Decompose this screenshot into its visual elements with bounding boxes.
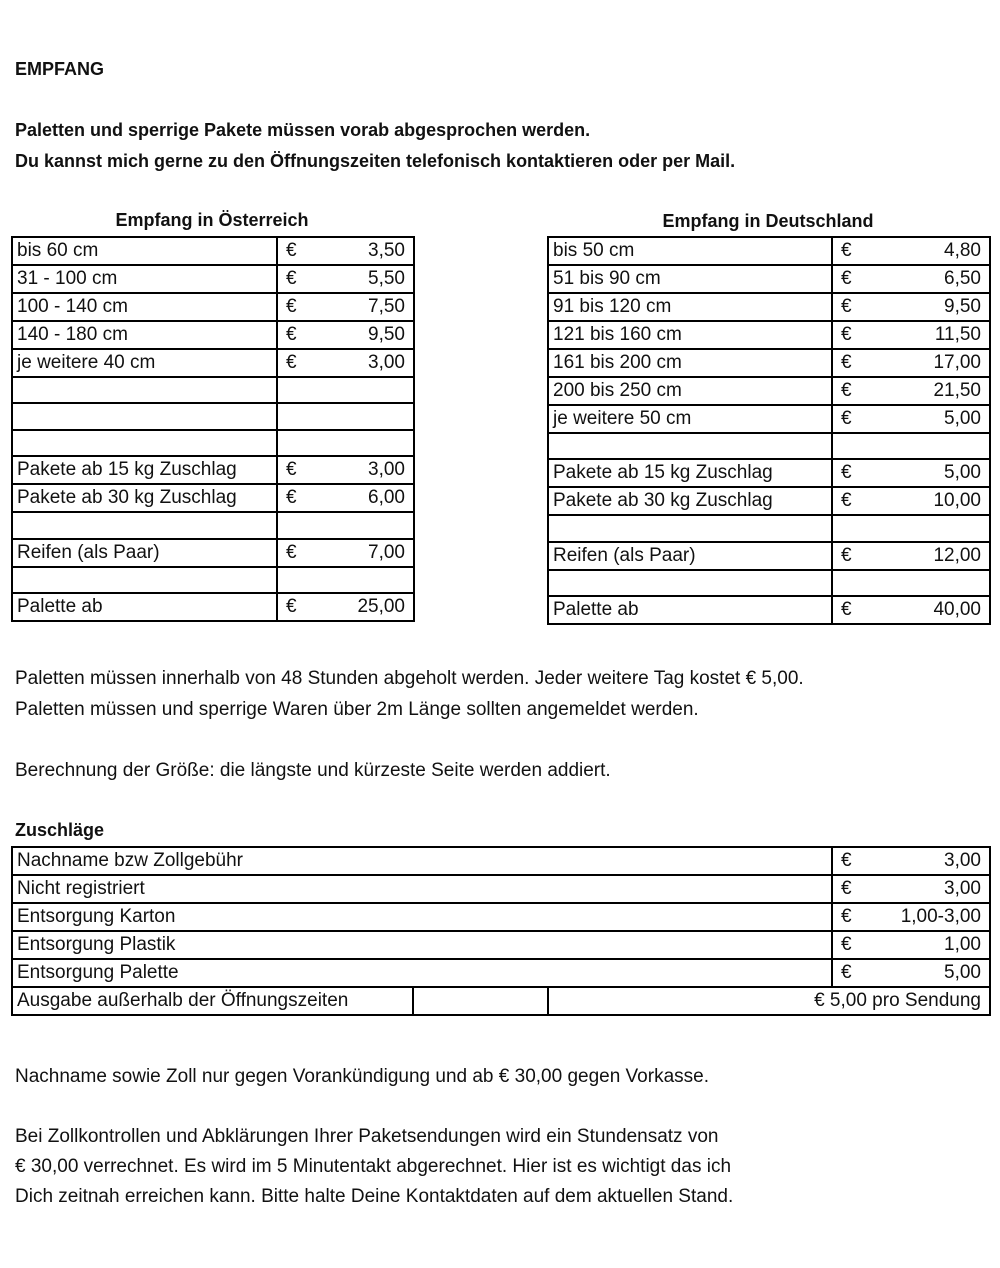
currency-symbol: € [841, 324, 852, 345]
price-label: Pakete ab 30 kg Zuschlag [548, 487, 832, 515]
price-amount-cell [277, 567, 414, 593]
currency-symbol: € [286, 324, 297, 345]
table-row [548, 487, 990, 515]
price-amount-cell [832, 515, 990, 541]
price-label [548, 433, 832, 459]
currency-symbol: € [841, 462, 852, 484]
surcharge-label: Entsorgung Karton [12, 903, 832, 931]
table-row [12, 959, 990, 987]
price-value: 5,50 [368, 268, 405, 289]
intro-line-1: Paletten und sperrige Pakete müssen vorab abgesprochen werden. [15, 120, 591, 140]
currency-symbol: € [286, 459, 297, 481]
price-amount-cell [277, 593, 414, 621]
currency-symbol: € [841, 906, 852, 927]
table-row [12, 903, 990, 931]
price-label: 51 bis 90 cm [548, 265, 832, 293]
price-amount-cell [277, 265, 414, 293]
price-amount-cell [277, 484, 414, 512]
price-value: 3,50 [368, 240, 405, 261]
currency-symbol: € [841, 380, 852, 401]
price-label: Reifen (als Paar) [548, 542, 832, 570]
table-row [548, 515, 990, 541]
table-row [12, 456, 414, 484]
footer-customs-line-2: € 30,00 verrechnet. Es wird im 5 Minutentakt abgerechnet. Hier ist es wichtigt das ich [15, 1156, 732, 1177]
table-row [12, 265, 414, 293]
price-value: 5,00 [944, 408, 981, 429]
table-row [12, 484, 414, 512]
surcharge-value: 1,00 [944, 934, 981, 955]
table-row [12, 512, 414, 538]
currency-symbol: € [841, 296, 852, 317]
price-value: 6,00 [368, 487, 405, 509]
intro-line-2: Du kannst mich gerne zu den Öffnungszeiten telefonisch kontaktieren oder per Mail. [15, 151, 736, 171]
price-label: 161 bis 200 cm [548, 349, 832, 377]
footer-cod-note: Nachname sowie Zoll nur gegen Vorankündigung und ab € 30,00 gegen Vorkasse. [15, 1066, 709, 1087]
price-value: 9,50 [368, 324, 405, 345]
surcharge-label: Nachname bzw Zollgebühr [12, 847, 832, 875]
table-row [548, 433, 990, 459]
table-row [548, 237, 990, 265]
price-amount-cell [277, 321, 414, 349]
price-label: 140 - 180 cm [12, 321, 277, 349]
surcharge-value: 3,00 [944, 850, 981, 871]
table-row [548, 349, 990, 377]
price-amount-cell [832, 405, 990, 433]
price-value: 10,00 [933, 490, 981, 512]
price-value: 12,00 [933, 544, 981, 566]
table-row [12, 593, 414, 621]
currency-symbol: € [286, 268, 297, 289]
price-value: 7,00 [368, 541, 405, 563]
table-row [12, 847, 990, 875]
price-label: bis 60 cm [12, 237, 277, 265]
surcharge-label: Entsorgung Plastik [12, 931, 832, 959]
price-label: je weitere 50 cm [548, 405, 832, 433]
currency-symbol: € [841, 268, 852, 289]
price-amount-cell [832, 542, 990, 570]
currency-symbol: € [841, 352, 852, 373]
table-row [548, 377, 990, 405]
table-row [548, 293, 990, 321]
price-label: Reifen (als Paar) [12, 539, 277, 567]
price-value: 9,50 [944, 296, 981, 317]
surcharge-value: € 5,00 pro Sendung [548, 987, 990, 1015]
price-amount-cell [832, 570, 990, 596]
table-row [548, 265, 990, 293]
price-value: 11,50 [934, 324, 981, 345]
price-value: 25,00 [357, 595, 405, 617]
price-amount-cell [277, 403, 414, 429]
note-size-calculation: Berechnung der Größe: die längste und kürzeste Seite werden addiert. [15, 760, 611, 781]
price-value: 3,00 [368, 352, 405, 373]
table-row [12, 987, 990, 1015]
footer-customs-line-1: Bei Zollkontrollen und Abklärungen Ihrer Paketsendungen wird ein Stundensatz von [15, 1126, 719, 1147]
currency-symbol: € [841, 240, 852, 261]
price-value: 5,00 [944, 462, 981, 484]
surcharge-label: Nicht registriert [12, 875, 832, 903]
price-label [12, 377, 277, 403]
currency-symbol: € [286, 296, 297, 317]
currency-symbol: € [841, 544, 852, 566]
table-row [12, 430, 414, 456]
price-label: 91 bis 120 cm [548, 293, 832, 321]
surcharges-title: Zuschläge [15, 820, 105, 840]
price-amount-cell [277, 512, 414, 538]
price-label: Pakete ab 15 kg Zuschlag [12, 456, 277, 484]
surcharge-amount-cell [832, 959, 990, 987]
price-amount-cell [832, 237, 990, 265]
currency-symbol: € [841, 962, 852, 983]
price-label [12, 403, 277, 429]
price-amount-cell [832, 487, 990, 515]
table-row [548, 459, 990, 487]
table-row [12, 293, 414, 321]
table-row [548, 321, 990, 349]
price-amount-cell [277, 349, 414, 377]
footer-customs-line-3: Dich zeitnah erreichen kann. Bitte halte Deine Kontaktdaten auf dem aktuellen Stand. [15, 1186, 734, 1207]
price-label [548, 515, 832, 541]
price-amount-cell [277, 430, 414, 456]
price-amount-cell [832, 293, 990, 321]
surcharge-amount-cell [832, 847, 990, 875]
price-label: Pakete ab 15 kg Zuschlag [548, 459, 832, 487]
price-label: Palette ab [548, 596, 832, 624]
price-label: Pakete ab 30 kg Zuschlag [12, 484, 277, 512]
surcharge-amount-cell [832, 903, 990, 931]
surcharges-table [11, 846, 991, 1016]
price-amount-cell [832, 459, 990, 487]
price-amount-cell [277, 539, 414, 567]
price-label: bis 50 cm [548, 237, 832, 265]
price-amount-cell [832, 377, 990, 405]
price-amount-cell [277, 456, 414, 484]
currency-symbol: € [286, 595, 297, 617]
surcharge-label: Ausgabe außerhalb der Öffnungszeiten [12, 987, 413, 1015]
price-label: je weitere 40 cm [12, 349, 277, 377]
price-label [12, 567, 277, 593]
table-row [548, 570, 990, 596]
currency-symbol: € [841, 934, 852, 955]
note-pallet-pickup: Paletten müssen innerhalb von 48 Stunden abgeholt werden. Jeder weitere Tag kostet € 5,00. [15, 668, 804, 689]
currency-symbol: € [286, 541, 297, 563]
price-amount-cell [277, 237, 414, 265]
price-amount-cell [832, 596, 990, 624]
currency-symbol: € [841, 850, 852, 871]
table-row [12, 377, 414, 403]
table-row [12, 349, 414, 377]
price-value: 6,50 [944, 268, 981, 289]
currency-symbol: € [841, 599, 852, 621]
price-label [12, 430, 277, 456]
price-value: 40,00 [933, 599, 981, 621]
surcharge-label: Entsorgung Palette [12, 959, 832, 987]
price-amount-cell [832, 433, 990, 459]
table-row [12, 539, 414, 567]
page-title: EMPFANG [15, 59, 105, 79]
currency-symbol: € [286, 487, 297, 509]
surcharge-value: 5,00 [944, 962, 981, 983]
table-row [12, 875, 990, 903]
surcharge-amount-cell [832, 875, 990, 903]
price-label: 31 - 100 cm [12, 265, 277, 293]
price-label [548, 570, 832, 596]
price-amount-cell [832, 321, 990, 349]
price-label: 121 bis 160 cm [548, 321, 832, 349]
table-row [12, 567, 414, 593]
price-value: 21,50 [933, 380, 981, 401]
price-amount-cell [832, 265, 990, 293]
price-label: 200 bis 250 cm [548, 377, 832, 405]
price-label: Palette ab [12, 593, 277, 621]
empty-cell [413, 987, 548, 1015]
note-registration: Paletten müssen und sperrige Waren über 2m Länge sollten angemeldet werden. [15, 699, 699, 720]
price-value: 4,80 [944, 240, 981, 261]
table-row [12, 321, 414, 349]
table-row [548, 542, 990, 570]
price-label [12, 512, 277, 538]
price-value: 3,00 [368, 459, 405, 481]
table-row [12, 931, 990, 959]
price-amount-cell [832, 349, 990, 377]
austria-price-table [11, 236, 415, 622]
table-row [12, 237, 414, 265]
surcharge-value: 3,00 [944, 878, 981, 899]
austria-table-title: Empfang in Österreich [115, 210, 309, 230]
germany-price-table [547, 236, 991, 625]
price-amount-cell [277, 377, 414, 403]
currency-symbol: € [286, 352, 297, 373]
table-row [548, 405, 990, 433]
currency-symbol: € [286, 240, 297, 261]
table-row [12, 403, 414, 429]
surcharge-value: 1,00-3,00 [900, 906, 981, 927]
price-label: 100 - 140 cm [12, 293, 277, 321]
price-amount-cell [277, 293, 414, 321]
price-value: 7,50 [368, 296, 405, 317]
surcharge-amount-cell [832, 931, 990, 959]
price-value: 17,00 [933, 352, 981, 373]
germany-table-title: Empfang in Deutschland [662, 211, 874, 231]
table-row [548, 596, 990, 624]
currency-symbol: € [841, 878, 852, 899]
currency-symbol: € [841, 408, 852, 429]
currency-symbol: € [841, 490, 852, 512]
